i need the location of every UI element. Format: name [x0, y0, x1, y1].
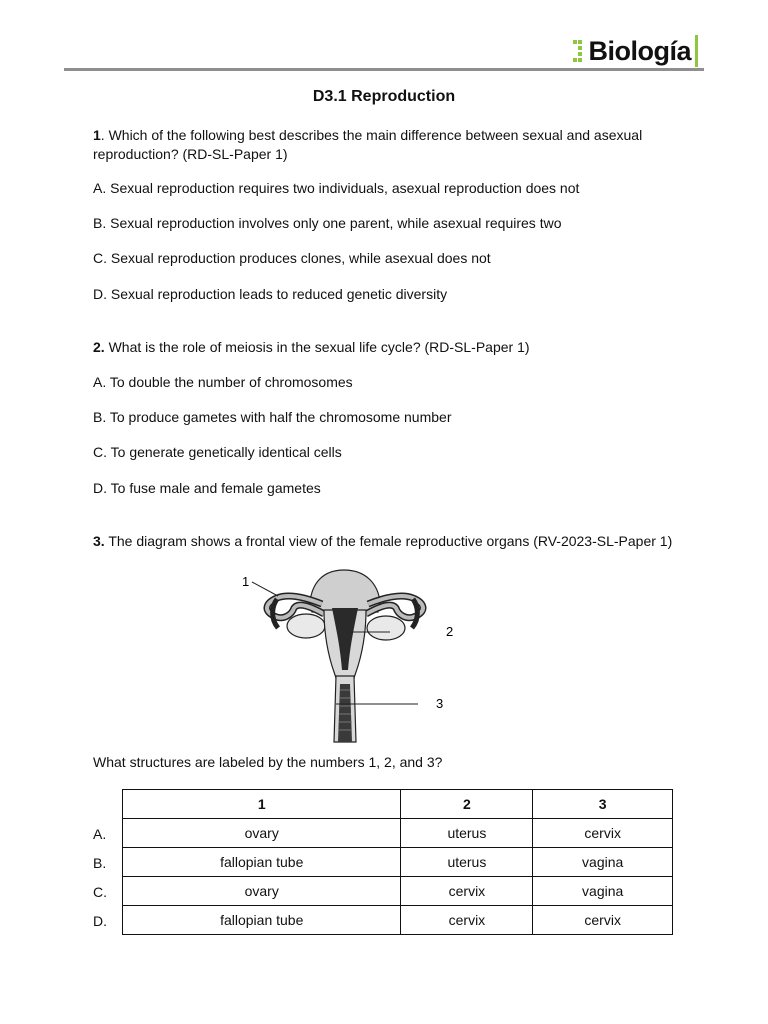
table-row: [123, 848, 673, 877]
logo-pixel-icon: [573, 36, 587, 66]
table-cell: cervix: [533, 906, 673, 935]
table-cell: cervix: [401, 906, 533, 935]
question-1-option-b: B. Sexual reproduction involves only one parent, while asexual requires two: [93, 215, 562, 231]
question-2-option-b: B. To produce gametes with half the chromosome number: [93, 409, 452, 425]
question-2-option-a: A. To double the number of chromosomes: [93, 374, 353, 390]
row-label-b: B.: [93, 855, 107, 871]
question-3: [93, 532, 693, 551]
question-2: [93, 338, 693, 357]
row-label-d: D.: [93, 913, 107, 929]
question-1-option-d: D. Sexual reproduction leads to reduced genetic diversity: [93, 286, 448, 302]
page-header: [64, 30, 704, 70]
diagram-label-2: 2: [446, 624, 454, 639]
page-title: D3.1 Reproduction: [312, 88, 456, 105]
table-cell: ovary: [123, 819, 401, 848]
table-header: 3: [533, 790, 673, 819]
row-label-a: A.: [93, 826, 107, 842]
question-text: What is the role of meiosis in the sexual life cycle? (RD-SL-Paper 1): [104, 339, 530, 355]
table-cell: fallopian tube: [123, 906, 401, 935]
question-number: 3.: [93, 533, 105, 549]
table-row: [123, 819, 673, 848]
logo-text: Biología: [588, 35, 691, 66]
table-row: [123, 877, 673, 906]
logo-bar: [695, 35, 698, 67]
table-cell: uterus: [401, 819, 533, 848]
question-2-option-c: C. To generate genetically identical cells: [93, 444, 342, 460]
biologia-logo: [573, 34, 699, 68]
question-2-option-d: D. To fuse male and female gametes: [93, 480, 321, 496]
question-number: 1: [93, 127, 101, 143]
diagram-label-1: 1: [242, 574, 250, 589]
table-header: 2: [401, 790, 533, 819]
table-cell: fallopian tube: [123, 848, 401, 877]
table-cell: vagina: [533, 848, 673, 877]
answer-table: [122, 789, 673, 935]
table-cell: cervix: [533, 819, 673, 848]
female-reproductive-diagram: [232, 566, 462, 746]
table-header: 1: [123, 790, 401, 819]
table-cell: uterus: [401, 848, 533, 877]
table-cell: vagina: [533, 877, 673, 906]
table-cell: cervix: [401, 877, 533, 906]
question-text: The diagram shows a frontal view of the female reproductive organs (RV-2023-SL-Paper 1): [104, 533, 673, 549]
question-1: [93, 126, 693, 164]
question-1-option-c: C. Sexual reproduction produces clones, while asexual does not: [93, 250, 491, 266]
header-divider: [64, 68, 704, 71]
table-cell: ovary: [123, 877, 401, 906]
question-3-prompt: What structures are labeled by the numbers 1, 2, and 3?: [93, 754, 443, 770]
table-header-row: [123, 790, 673, 819]
question-text: . Which of the following best describes the main difference between sexual and asexual reproduction? (RD-SL-Paper 1): [93, 127, 643, 162]
question-number: 2.: [93, 339, 105, 355]
row-label-c: C.: [93, 884, 107, 900]
diagram-label-3: 3: [436, 696, 444, 711]
question-1-option-a: A. Sexual reproduction requires two individuals, asexual reproduction does not: [93, 180, 580, 196]
table-row: [123, 906, 673, 935]
